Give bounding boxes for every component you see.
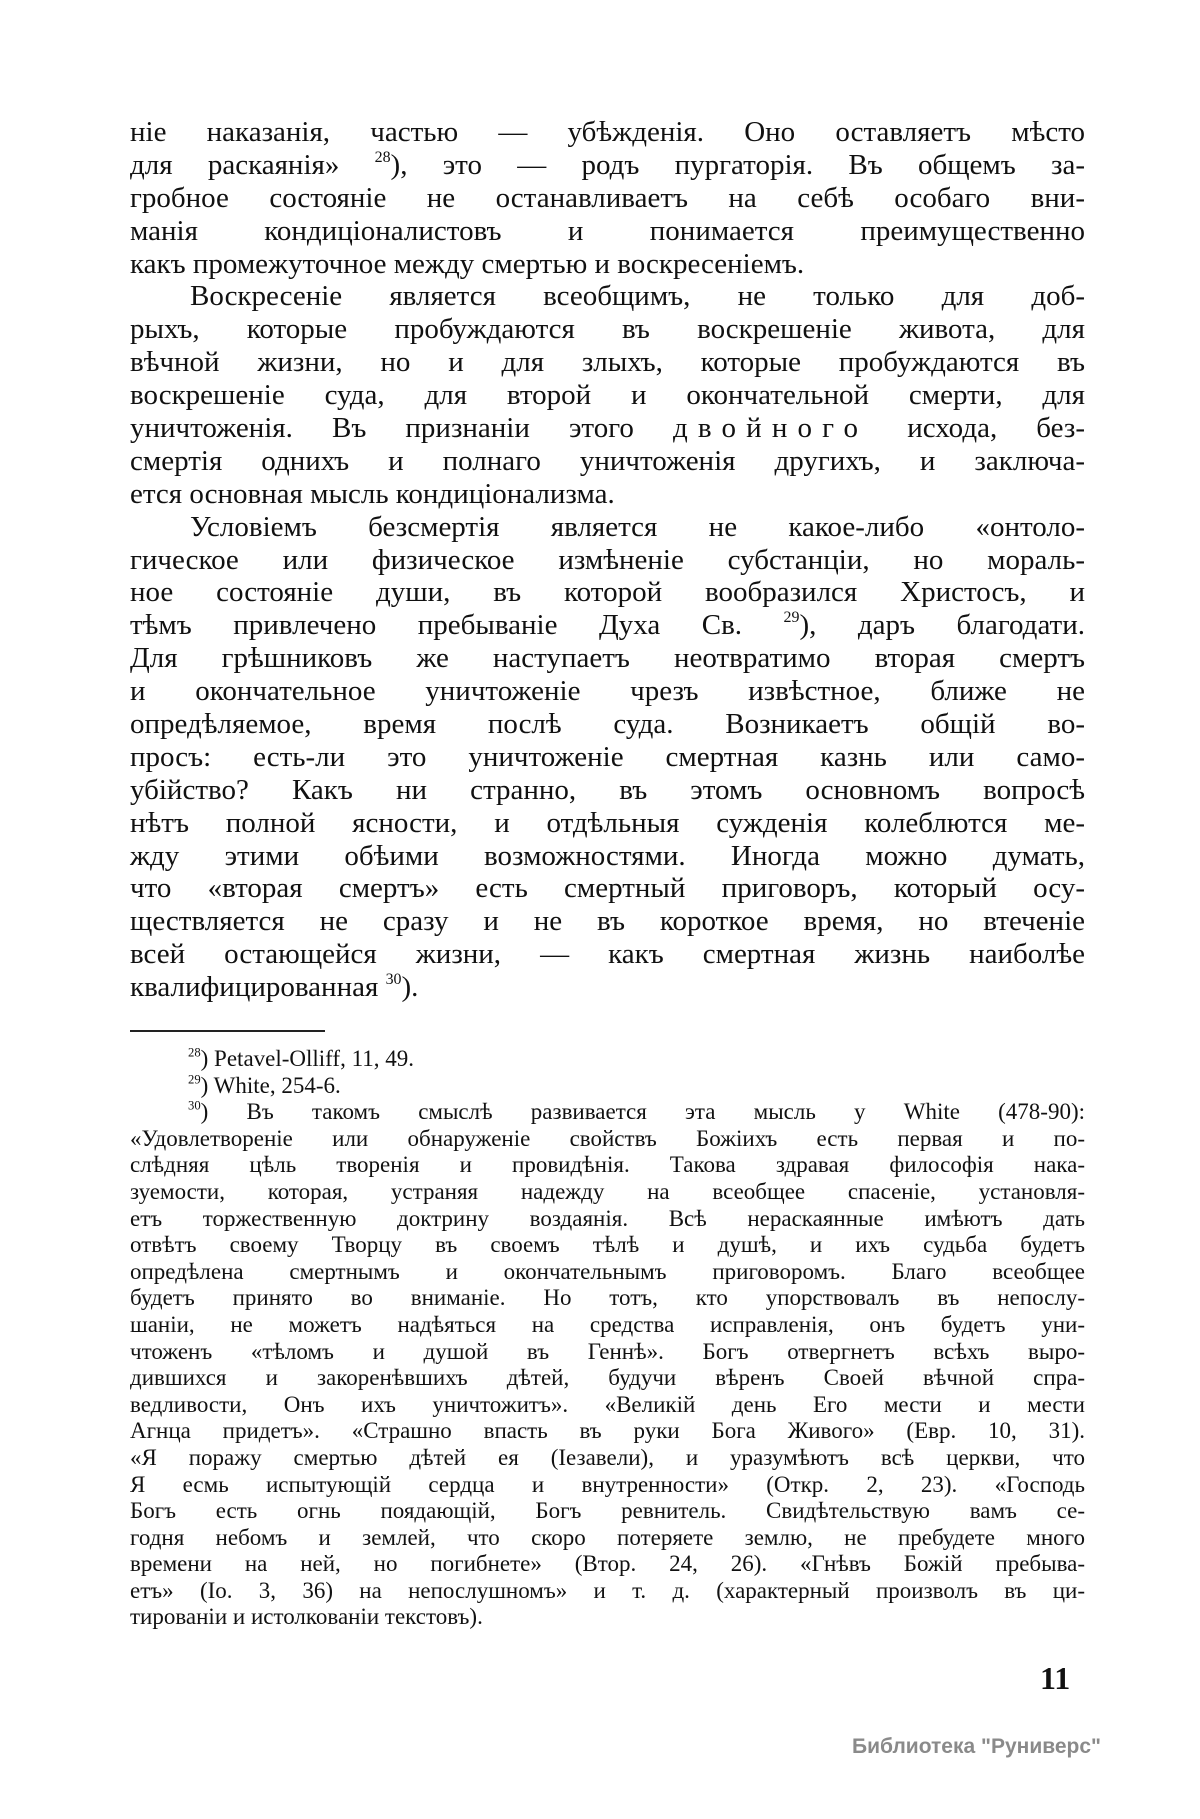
text-line — [130, 1179, 1085, 1206]
text-line — [130, 872, 1085, 905]
text-line — [130, 313, 1085, 346]
text-line — [130, 1259, 1085, 1286]
text-segment: жду этими обѣими возможностями. Иногда можно думать, — [130, 839, 1085, 872]
footnote-divider — [130, 1030, 325, 1032]
text-segment: «Я поражу смертью дѣтей ея (Іезавели), и уразумѣютъ всѣ церкви, что — [130, 1444, 1085, 1470]
text-line — [130, 149, 1085, 182]
text-line — [130, 1206, 1085, 1233]
text-line — [130, 1604, 1085, 1631]
footnote-marker: 29 — [783, 609, 800, 627]
footnotes — [130, 1046, 1085, 1631]
text-segment: «Удовлетвореніе или обнаруженіе свойствъ Божіихъ есть первая и по- — [130, 1125, 1085, 1151]
text-segment: шаніи, не можетъ надѣяться на средства исправленія, онъ будетъ уни- — [130, 1311, 1085, 1337]
text-segment: ется основная мысль кондиціонализма. — [130, 477, 615, 510]
text-line — [130, 280, 1085, 313]
text-segment: гическое или физическое измѣненіе субстанціи, но мораль- — [130, 543, 1085, 576]
text-segment: опредѣлена смертнымъ и окончательнымъ приговоромъ. Благо всеобщее — [130, 1258, 1085, 1284]
text-line — [130, 741, 1085, 774]
text-line — [130, 1551, 1085, 1578]
text-segment: Для грѣшниковъ же наступаетъ неотвратимо вторая смертъ — [130, 642, 1085, 675]
footnote — [130, 1099, 1085, 1631]
text-segment: что «вторая смертъ» есть смертный приговоръ, который осу- — [130, 872, 1085, 905]
text-segment: нѣтъ полной ясности, и отдѣльныя сужденія колеблются ме- — [130, 806, 1085, 839]
text-segment: ) White, 254-6. — [200, 1072, 341, 1098]
text-segment: гробное состояніе не останавливаетъ на себѣ особаго вни- — [130, 181, 1085, 214]
text-segment: тѣмъ привлечено пребываніе Духа Св. — [130, 609, 784, 642]
text-segment: ). — [401, 971, 419, 1004]
text-line — [130, 971, 1085, 1004]
text-line — [130, 1232, 1085, 1259]
text-line — [130, 774, 1085, 807]
text-line — [130, 905, 1085, 938]
text-line — [130, 840, 1085, 873]
text-line — [130, 1578, 1085, 1605]
text-line — [130, 576, 1085, 609]
text-segment: убійство? Какъ ни странно, въ этомъ основномъ вопросѣ — [130, 773, 1085, 806]
footnote-marker: 30 — [188, 1098, 201, 1113]
paragraph — [130, 116, 1085, 280]
text-segment: ), даръ благодати. — [799, 609, 1086, 642]
paragraph — [130, 511, 1085, 1004]
text-segment: етъ торжественную доктрину воздаянія. Всѣ нераскаянные имѣютъ дать — [130, 1205, 1085, 1231]
text-segment: дившихся и закоренѣвшихъ дѣтей, будучи вѣренъ Своей вѣчной спра- — [130, 1365, 1085, 1391]
text-line — [130, 116, 1085, 149]
text-line — [130, 1445, 1085, 1472]
text-segment: вѣчной жизни, но и для злыхъ, которые пробуждаются въ — [130, 346, 1085, 379]
text-segment: времени на ней, но погибнете» (Втор. 24, 26). «Гнѣвъ Божій пребыва- — [130, 1551, 1085, 1577]
text-line — [130, 182, 1085, 215]
library-watermark: Библиотека "Руниверс" — [852, 1735, 1102, 1758]
text-line — [130, 412, 1085, 445]
footnote-marker: 30 — [385, 971, 402, 989]
page-number: 11 — [1040, 1660, 1071, 1696]
text-line — [130, 642, 1085, 675]
text-segment: зуемости, которая, устраняя надежду на всеобщее спасеніе, установля- — [130, 1178, 1085, 1204]
text-line — [130, 1099, 1085, 1126]
text-line — [130, 1073, 1085, 1100]
text-segment: уничтоженія. Въ признаніи этого — [130, 412, 673, 445]
text-segment: годня небомъ и землей, что скоро потеряете землю, не пребудете много — [130, 1524, 1085, 1550]
text-line — [130, 544, 1085, 577]
text-segment: квалифицированная — [130, 971, 386, 1004]
paragraph — [130, 280, 1085, 510]
text-segment: ) Въ такомъ смыслѣ развивается эта мысль у White (478-90): — [200, 1099, 1085, 1125]
text-segment: Условіемъ безсмертія является не какое-либо «онтоло- — [190, 510, 1085, 543]
text-segment: исхода, без- — [868, 412, 1085, 445]
text-line — [130, 379, 1085, 412]
main-text — [130, 116, 1085, 1004]
text-line — [130, 445, 1085, 478]
text-segment: ществляется не сразу и не въ короткое время, но втеченіе — [130, 905, 1085, 938]
text-segment: ніе наказанія, частью — убѣжденія. Оно оставляетъ мѣсто — [130, 116, 1085, 148]
text-line — [130, 609, 1085, 642]
text-segment: просъ: есть-ли это уничтоженіе смертная казнь или само- — [130, 740, 1085, 773]
text-line — [130, 1472, 1085, 1499]
text-line — [130, 248, 1085, 281]
text-line — [130, 1312, 1085, 1339]
text-line — [130, 675, 1085, 708]
text-line — [130, 1392, 1085, 1419]
text-line — [130, 1046, 1085, 1073]
footnote-marker: 29 — [188, 1072, 201, 1087]
text-line — [130, 215, 1085, 248]
text-line — [130, 1152, 1085, 1179]
text-segment: какъ промежуточное между смертью и воскресеніемъ. — [130, 247, 805, 280]
text-segment: Я есмь испытующій сердца и внутренности» (Откр. 2, 23). «Господь — [130, 1471, 1085, 1497]
text-segment: смертія однихъ и полнаго уничтоженія другихъ, и заключа- — [130, 444, 1085, 477]
text-segment: воскрешеніе суда, для второй и окончательной смерти, для — [130, 379, 1085, 412]
text-line — [130, 1525, 1085, 1552]
text-segment: ) Petavel-Olliff, 11, 49. — [200, 1046, 414, 1071]
text-segment: отвѣтъ своему Творцу въ своемъ тѣлѣ и душѣ, и ихъ судьба будетъ — [130, 1232, 1085, 1258]
text-segment: Агнца придетъ». «Страшно впасть въ руки Бога Живого» (Евр. 10, 31). — [130, 1418, 1085, 1444]
footnote-marker: 28 — [188, 1045, 201, 1060]
text-line — [130, 1418, 1085, 1445]
text-segment: ведливости, Онъ ихъ уничтожитъ». «Великій день Его мести и мести — [130, 1391, 1085, 1417]
text-segment: манія кондиціоналистовъ и понимается преимущественно — [130, 214, 1085, 247]
text-segment: опредѣляемое, время послѣ суда. Возникаетъ общій во- — [130, 708, 1085, 741]
text-segment: слѣдняя цѣль творенія и провидѣнія. Такова здравая философія нака- — [130, 1152, 1085, 1178]
text-line — [130, 478, 1085, 511]
text-line — [130, 1285, 1085, 1312]
text-line — [130, 1126, 1085, 1153]
text-segment: будетъ принято во вниманіе. Но тотъ, кто упорствовалъ въ непослу- — [130, 1285, 1085, 1311]
text-line — [130, 938, 1085, 971]
text-segment: и окончательное уничтоженіе чрезъ извѣстное, ближе не — [130, 675, 1085, 708]
text-segment: всей остающейся жизни, — какъ смертная жизнь наиболѣе — [130, 938, 1085, 971]
text-line — [130, 511, 1085, 544]
footnote — [130, 1046, 1085, 1073]
text-segment: ное состояніе души, въ которой вообразился Христосъ, и — [130, 576, 1085, 609]
text-line — [130, 807, 1085, 840]
text-segment: Богъ есть огнь поядающій, Богъ ревнитель. Свидѣтельствую вамъ се- — [130, 1498, 1085, 1524]
text-segment: Воскресеніе является всеобщимъ, не только для доб- — [190, 280, 1085, 313]
text-line — [130, 1339, 1085, 1366]
text-line — [130, 708, 1085, 741]
text-line — [130, 1498, 1085, 1525]
text-segment: етъ» (Іо. 3, 36) на непослушномъ» и т. д. (характерный произволъ въ ци- — [130, 1577, 1085, 1603]
text-line — [130, 1365, 1085, 1392]
text-segment: рыхъ, которые пробуждаются въ воскрешеніе живота, для — [130, 313, 1085, 346]
text-segment: для раскаянія» — [130, 148, 375, 181]
text-segment: чтоженъ «тѣломъ и душой въ Геннѣ». Богъ отвергнетъ всѣхъ выро- — [130, 1338, 1085, 1364]
text-segment: ), это — родъ пургаторія. Въ общемъ за- — [390, 148, 1085, 181]
emphasized-word: двойного — [672, 412, 869, 445]
footnote — [130, 1073, 1085, 1100]
text-line — [130, 346, 1085, 379]
text-segment: тированіи и истолкованіи текстовъ). — [130, 1604, 483, 1630]
footnote-marker: 28 — [374, 148, 391, 166]
